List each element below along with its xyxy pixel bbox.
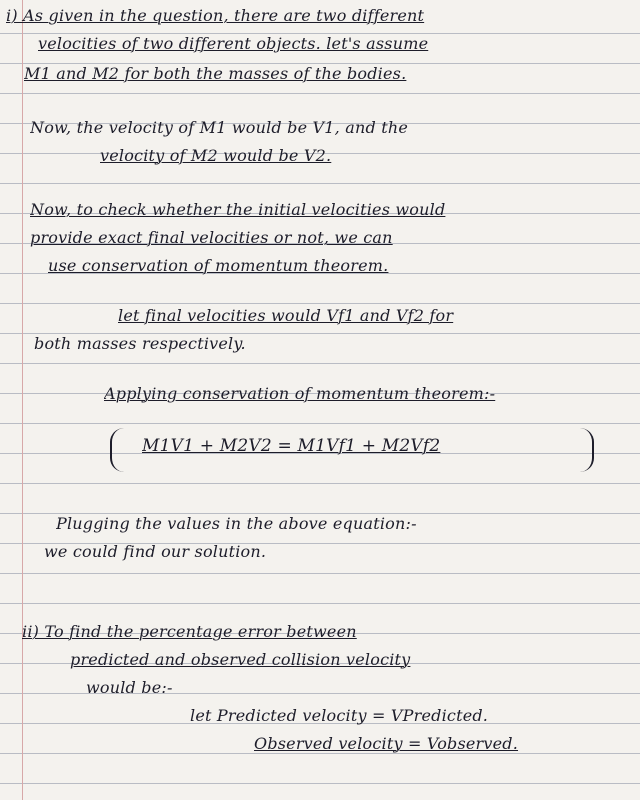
text-line bbox=[30, 118, 640, 144]
text-line bbox=[190, 706, 640, 732]
line-6: Now, to check whether the initial velocities would bbox=[30, 200, 446, 219]
line-11: Applying conservation of momentum theorem:- bbox=[104, 384, 496, 403]
line-18: let Predicted velocity = VPredicted. bbox=[190, 706, 489, 725]
line-14: we could find our solution. bbox=[44, 542, 267, 561]
momentum-equation: M1V1 + M2V2 = M1Vf1 + M2Vf2 bbox=[142, 436, 441, 456]
line-19: Observed velocity = Vobserved. bbox=[254, 734, 519, 753]
text-line bbox=[104, 384, 640, 410]
line-8: use conservation of momentum theorem. bbox=[48, 256, 389, 275]
text-line bbox=[100, 146, 640, 172]
text-line bbox=[22, 622, 640, 648]
line-10: both masses respectively. bbox=[34, 334, 246, 353]
text-line bbox=[254, 734, 640, 760]
line-1: i) As given in the question, there are two different bbox=[6, 6, 425, 25]
text-line bbox=[6, 6, 640, 32]
text-line bbox=[38, 34, 640, 60]
line-7: provide exact final velocities or not, we can bbox=[30, 228, 393, 247]
line-15: ii) To find the percentage error between bbox=[22, 622, 357, 641]
text-line bbox=[86, 678, 640, 704]
line-3: M1 and M2 for both the masses of the bodies. bbox=[24, 64, 407, 83]
line-17: would be:- bbox=[86, 678, 173, 697]
text-line bbox=[48, 256, 640, 282]
text-line bbox=[24, 64, 640, 90]
line-5: velocity of M2 would be V2. bbox=[100, 146, 332, 165]
margin-line bbox=[22, 0, 23, 800]
text-line bbox=[30, 228, 640, 254]
text-line bbox=[70, 650, 640, 676]
text-line bbox=[118, 306, 640, 332]
text-line bbox=[34, 334, 640, 360]
text-line bbox=[44, 542, 640, 568]
line-4: Now, the velocity of M1 would be V1, and the bbox=[30, 118, 409, 137]
equation-line bbox=[142, 436, 640, 462]
line-2: velocities of two different objects. let's assume bbox=[38, 34, 429, 53]
line-13: Plugging the values in the above equation:- bbox=[56, 514, 417, 533]
text-line bbox=[56, 514, 640, 540]
text-line bbox=[30, 200, 640, 226]
line-9: let final velocities would Vf1 and Vf2 for bbox=[118, 306, 454, 325]
line-16: predicted and observed collision velocity bbox=[70, 650, 411, 669]
